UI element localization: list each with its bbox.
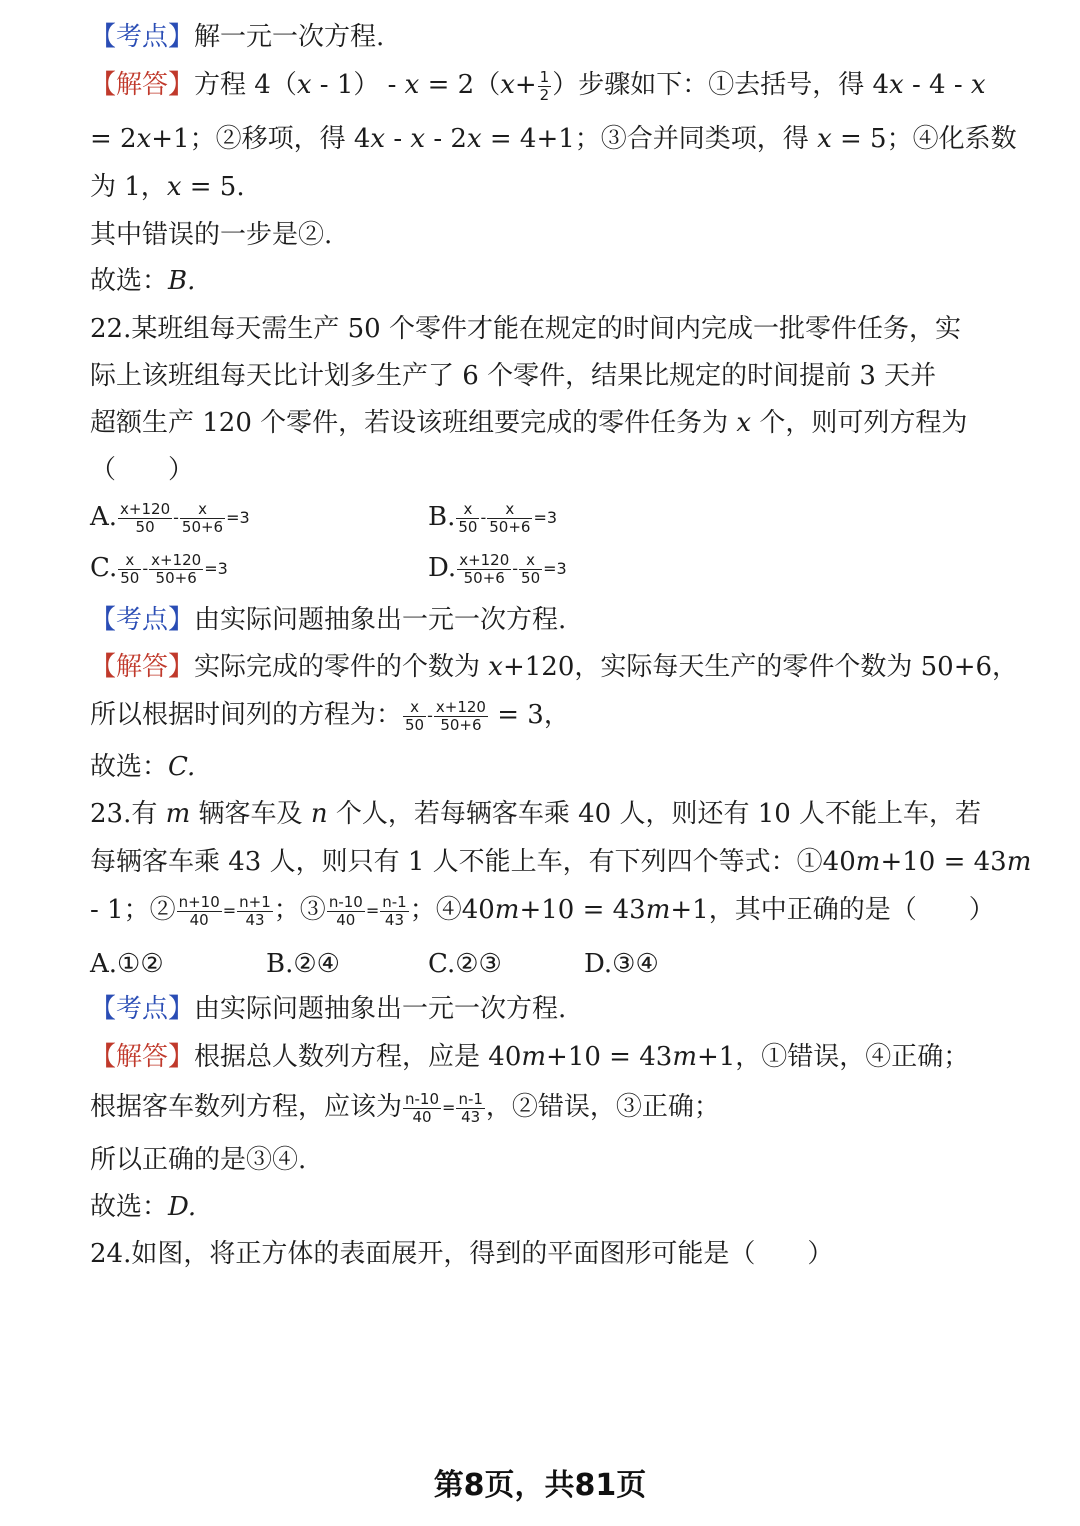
q21-jieda-line2: = 2x+1；②移项，得 4x - x - 2x = 4+1；③合并同类项，得 x = 5；④化系数 — [90, 124, 1017, 154]
q23-stem-line1: 23.有 m 辆客车及 n 个人，若每辆客车乘 40 人，则还有 10 人不能上车，若 — [90, 799, 982, 829]
q22-kaodian: 【考点】由实际问题抽象出一元一次方程. — [90, 605, 567, 635]
q23-conclusion: 所以正确的是③④. — [90, 1145, 307, 1175]
q23-stem-line2: 每辆客车乘 43 人，则只有 1 人不能上车，有下列四个等式：①40m+10 = 43m — [90, 847, 1032, 877]
q21-answer: 故选：B. — [90, 266, 196, 296]
q23-option-b: B.②④ — [266, 949, 340, 979]
q23-jieda-line2: 根据客车数列方程，应该为 $\frac{n-10}{40}$ = $\frac{n-1}{43}$ ，②错误，③正确； — [90, 1089, 720, 1126]
q23-stem-line3: - 1；② $\frac{n+10}{40}$ = $\frac{n+1}{43}$ ；③ $\frac{n-10}{40}$ = $\frac{n-1}{43}$ ；④40m+10 = 43m+1，其中正确的是（ ） — [90, 892, 995, 929]
q22-jieda-line1: 【解答】实际完成的零件的个数为 x+120，实际每天生产的零件个数为 50+6， — [90, 652, 1019, 682]
q21-jieda-line1: 【解答】方程 4（x - 1） - x = 2（x+ $\frac{1}{2}$ ）步骤如下：①去括号，得 4x - 4 - x — [90, 67, 986, 104]
q22-option-d: D. $\frac{x+120}{50+6}$ - $\frac{x}{50}$ =3 — [428, 550, 567, 587]
q24-stem-line1: 24.如图，将正方体的表面展开，得到的平面图形可能是（ ） — [90, 1239, 834, 1269]
q22-blank: （ ） — [90, 455, 195, 485]
q22-stem-line1: 22.某班组每天需生产 50 个零件才能在规定的时间内完成一批零件任务，实 — [90, 314, 961, 344]
q22-stem-line3: 超额生产 120 个零件，若设该班组要完成的零件任务为 x 个，则可列方程为 — [90, 408, 968, 438]
q23-option-d: D.③④ — [584, 949, 659, 979]
q22-option-a: A. $\frac{x+120}{50}$ - $\frac{x}{50+6}$ =3 — [90, 499, 250, 536]
q23-answer: 故选：D. — [90, 1192, 197, 1222]
q21-kaodian: 【考点】解一元一次方程. — [90, 22, 385, 52]
q22-answer: 故选：C. — [90, 752, 196, 782]
q21-jieda-line3: 为 1，x = 5. — [90, 172, 245, 202]
q22-stem-line2: 际上该班组每天比计划多生产了 6 个零件，结果比规定的时间提前 3 天并 — [90, 361, 937, 391]
q22-option-b: B. $\frac{x}{50}$ - $\frac{x}{50+6}$ =3 — [428, 499, 558, 536]
page-footer: 第8页，共81页 — [433, 1468, 647, 1503]
q23-option-a: A.①② — [90, 949, 164, 979]
q22-option-c: C. $\frac{x}{50}$ - $\frac{x+120}{50+6}$ =3 — [90, 550, 228, 587]
q23-kaodian: 【考点】由实际问题抽象出一元一次方程. — [90, 994, 567, 1024]
q22-jieda-equation: 所以根据时间列的方程为： $\frac{x}{50}$ - $\frac{x+120}{50+6}$ = 3， — [90, 697, 570, 734]
q21-wrong-step: 其中错误的一步是②. — [90, 220, 333, 250]
q23-option-c: C.②③ — [428, 949, 502, 979]
q23-jieda-line1: 【解答】根据总人数列方程，应是 40m+10 = 43m+1，①错误，④正确； — [90, 1042, 970, 1072]
fraction-half: $\frac{1}{2}$ — [539, 67, 550, 104]
